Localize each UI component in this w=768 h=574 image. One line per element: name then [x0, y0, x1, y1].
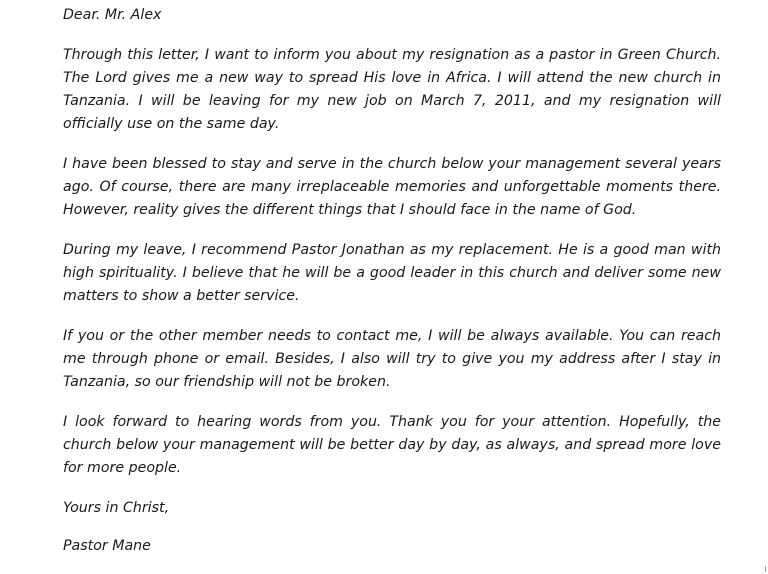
- paragraph-closing-remarks: I look forward to hearing words from you. Thank you for your attention. Hopefully, the church below your management will be better day by day, as always, and spread more love for more people.: [63, 414, 721, 476]
- paragraph-resignation: Through this letter, I want to inform you about my resignation as a pastor in Green Church. The Lord gives me a new way to spread His love in Africa. I will attend the new church in Tanzania. I will be leaving for my new job on March 7, 2011, and my resignation will officially use on the same day.: [63, 47, 721, 132]
- salutation: Dear. Mr. Alex: [63, 7, 162, 23]
- paragraph-gratitude: I have been blessed to stay and serve in the church below your management several years ago. Of course, there are many irreplaceable memories and unforgettable moments there. However, reality gives the different things that I should face in the name of God.: [63, 156, 721, 218]
- letter-body: [63, 4, 721, 558]
- signature: Pastor Mane: [63, 538, 151, 554]
- page-edge-mark: [765, 566, 766, 572]
- paragraph-contact: If you or the other member needs to contact me, I will be always available. You can reach me through phone or email. Besides, I also will try to give you my address after I stay in Tanzania, so our friendship will not be broken.: [63, 328, 721, 390]
- closing-line: Yours in Christ,: [63, 500, 170, 516]
- paragraph-replacement: During my leave, I recommend Pastor Jonathan as my replacement. He is a good man with high spirituality. I believe that he will be a good leader in this church and deliver some new matters to show a better service.: [63, 242, 721, 304]
